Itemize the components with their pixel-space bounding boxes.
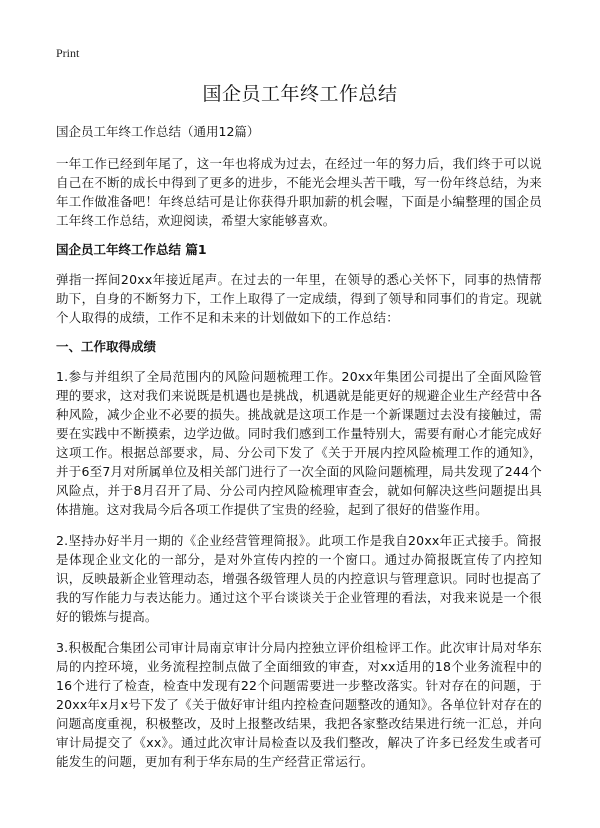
intro-paragraph: 一年工作已经到年尾了，这一年也将成为过去，在经过一年的努力后，我们终于可以说自己在不断的成长中得到了更多的进步，不能光会埋头苦干哦，写一份年终总结，为来年工作做准备吧！年终总结可是让你获得升职加薪的机会喔，下面是小编整理的国企员工年终工作总结，欢迎阅读，希望大家能够喜欢。 xyxy=(56,156,542,228)
body-paragraph-1: 1.参与并组织了全局范围内的风险问题梳理工作。20xx年集团公司提出了全面风险管理的要求，这对我们来说既是机遇也是挑战，机遇就是能更好的规避企业生产经营中各种风险，减少企业不必要的损失。挑战就是这项工作是一个新课题过去没有接触过，需要在实践中不断摸索，边学边做。同时我们感到工作量特别大，需要有耐心才能完成好这项工作。根据总部要求，局、分公司下发了《关于开展内控风险梳理工作的通知》，并于6至7月对所属单位及相关部门进行了一次全面的风险问题梳理，局共发现了244个风险点，并于8月召开了局、分公司内控风险梳理审查会，就如何解决这些问题提出具体措施。这对我局今后各项工作提供了宝贵的经验，起到了很好的借鉴作用。 xyxy=(56,369,542,517)
body-paragraph-3: 3.积极配合集团公司审计局南京审计分局内控独立评价组检评工作。此次审计局对华东局的内控环境，业务流程控制点做了全面细致的审查，对xx适用的18个业务流程中的16个进行了检查，检查中发现有22个问题需要进一步整改落实。针对存在的问题，于20xx年x月x号下发了《关于做好审计组内控检查问题整改的通知》。各单位针对存在的问题高度重视，积极整改，及时上报整改结果，我把各家整改结果进行统一汇总，并向审计局提交了《xx》。通过此次审计局检查以及我们整改，解决了许多已经发生或者可能发生的问题，更加有利于华东局的生产经营正常运行。 xyxy=(56,640,542,769)
body-paragraph-2: 2.坚持办好半月一期的《企业经营管理简报》。此项工作是我自20xx年正式接手。简报是体现企业文化的一部分，是对外宣传内控的一个窗口。通过办简报既宣传了内控知识，反映最新企业管理动态，增强各级管理人员的内控意识与管理意识。同时也提高了我的写作能力与表达能力。通过这个平台谈谈关于企业管理的看法，对我来说是一个很好的锻炼与提高。 xyxy=(56,533,542,624)
print-link[interactable]: Print xyxy=(56,46,80,60)
section-heading: 一、工作取得成绩 xyxy=(56,339,157,354)
document-subtitle: 国企员工年终工作总结（通用12篇） xyxy=(56,124,260,139)
page-title: 国企员工年终工作总结 xyxy=(202,83,398,105)
article-heading: 国企员工年终工作总结 篇1 xyxy=(56,242,207,257)
document-body xyxy=(56,124,542,783)
article-intro-paragraph: 弹指一挥间20xx年接近尾声。在过去的一年里，在领导的悉心关怀下，同事的热情帮助下，自身的不断努力下，工作上取得了一定成绩，得到了领导和同事们的肯定。现就个人取得的成绩，工作不足和未来的计划做如下的工作总结： xyxy=(56,272,542,325)
